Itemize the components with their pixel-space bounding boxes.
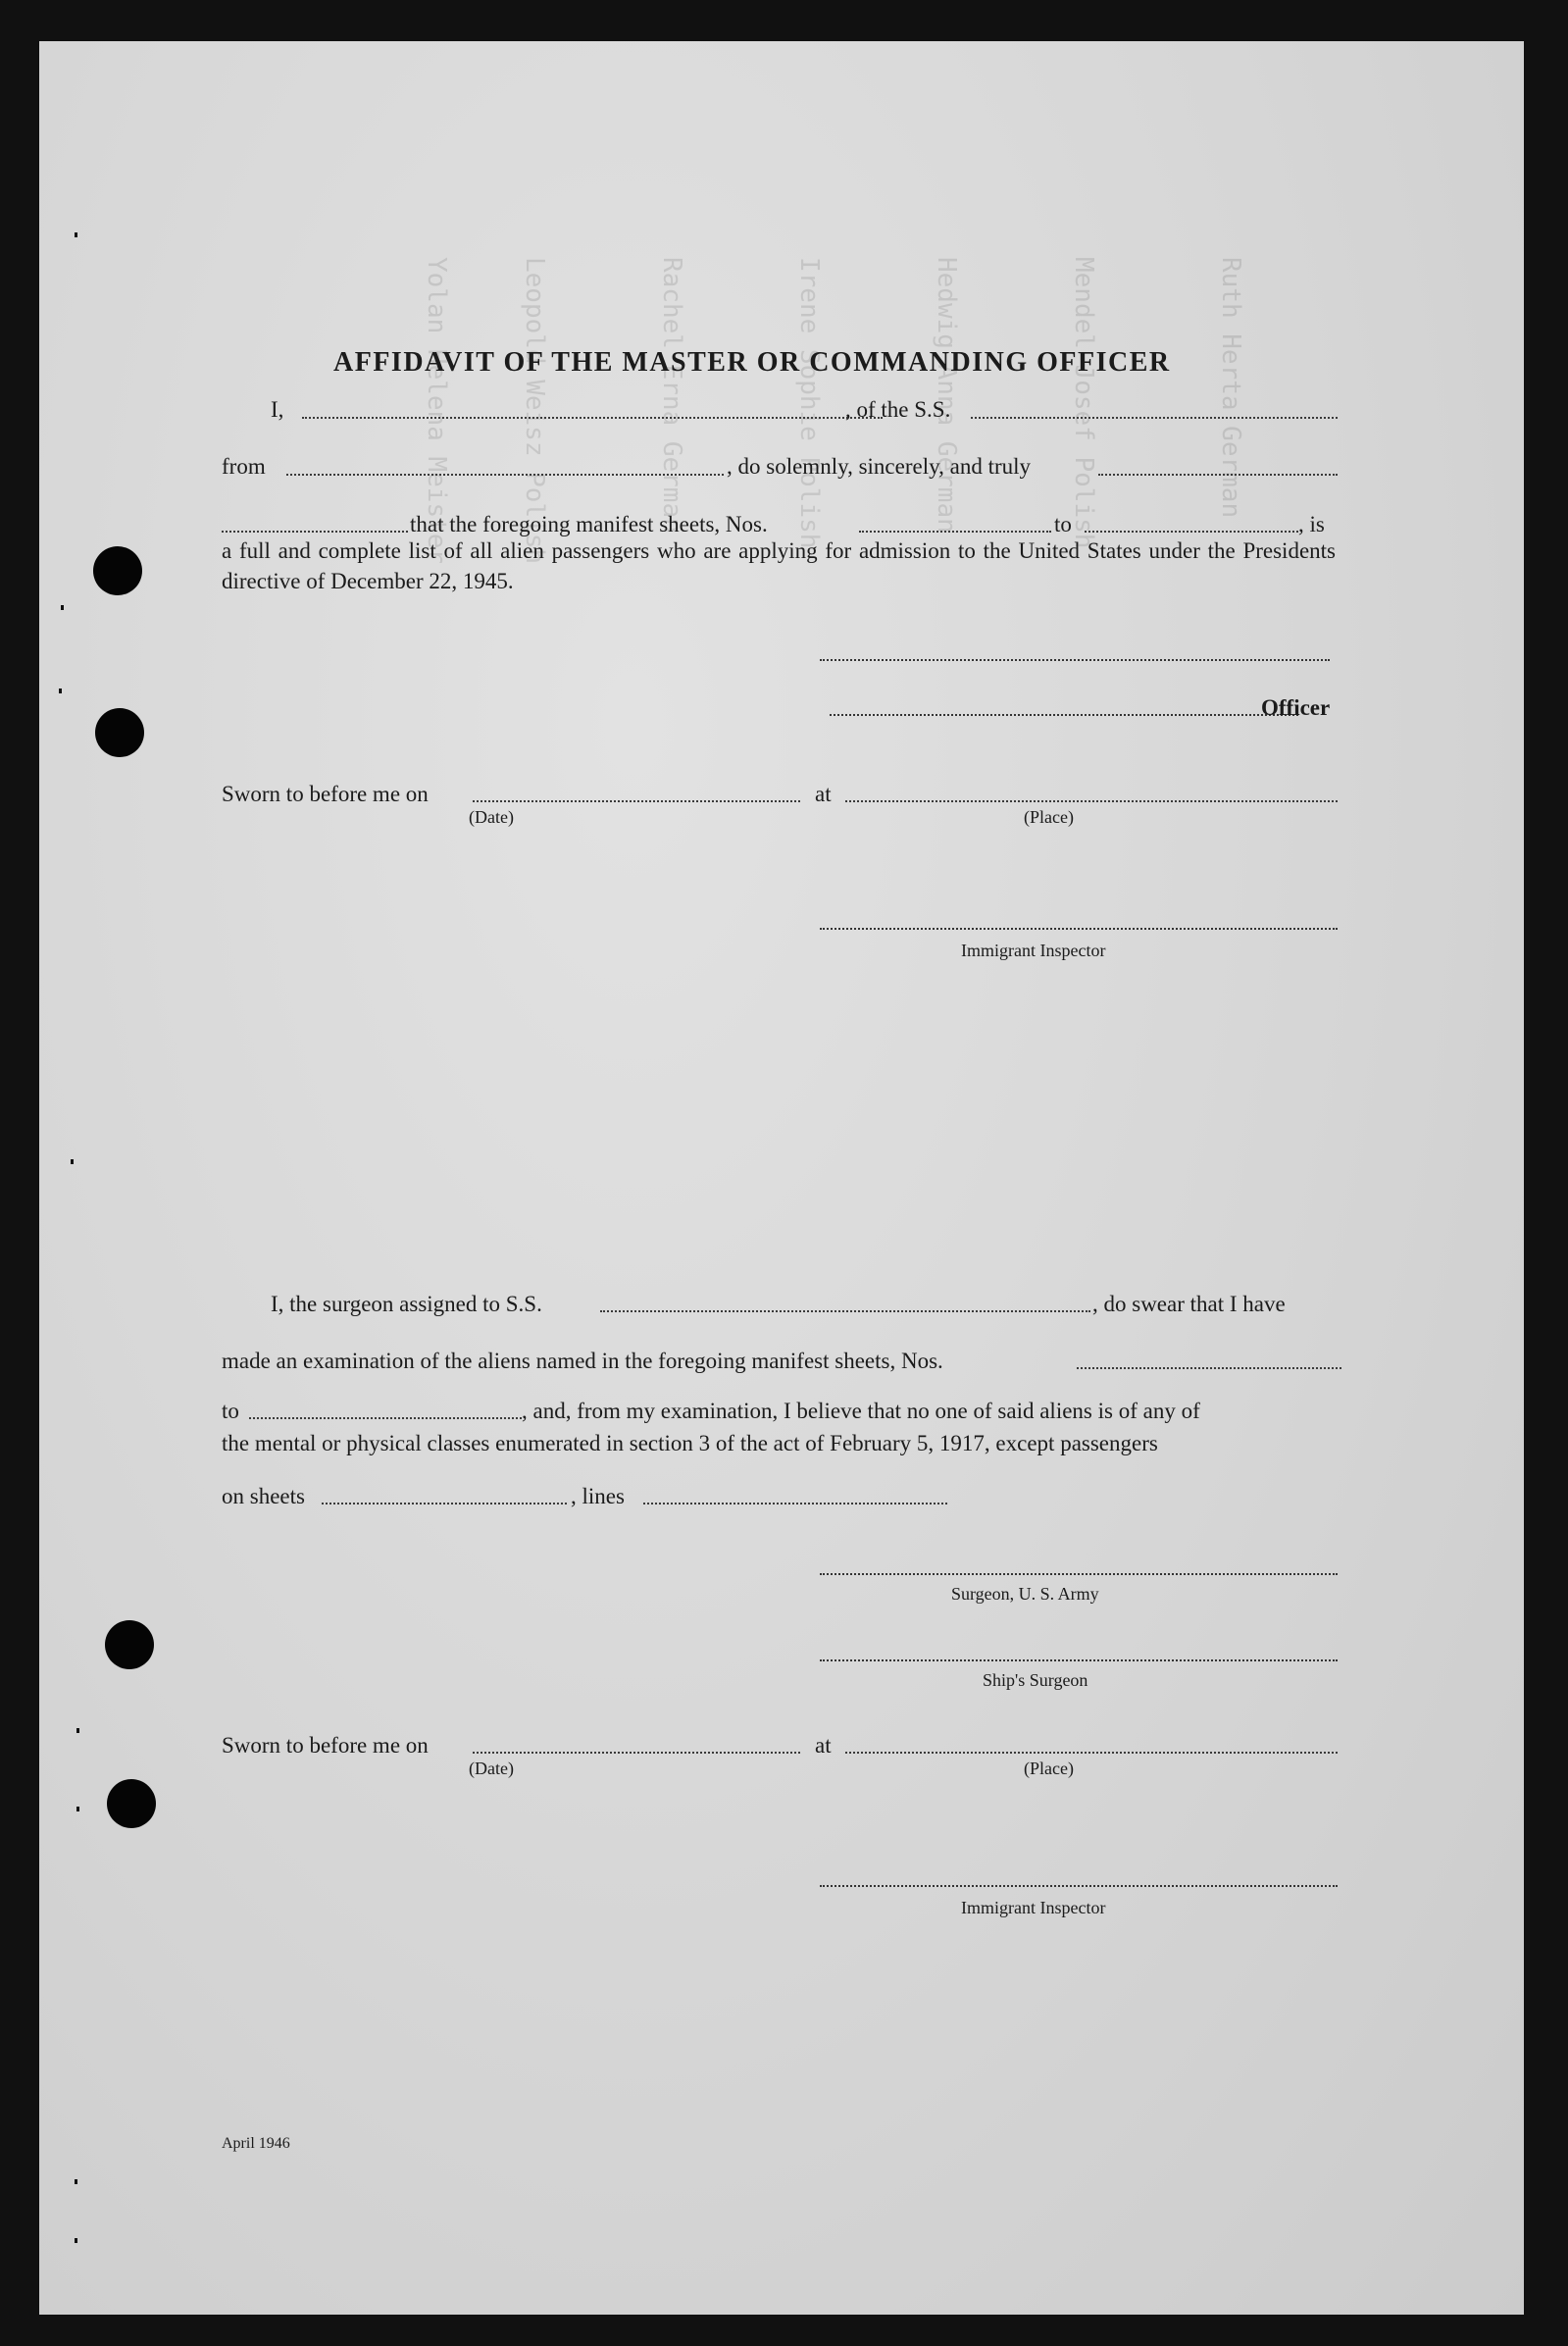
surgeon-line3-prefix: to xyxy=(222,1399,239,1423)
punch-hole xyxy=(95,708,144,757)
surgeon-sheet-from-field[interactable] xyxy=(1077,1367,1341,1369)
master-place-caption: (Place) xyxy=(1024,807,1074,827)
except-lines-field[interactable] xyxy=(643,1503,947,1504)
speck xyxy=(75,232,77,237)
document-page xyxy=(39,41,1524,2315)
master-line2-mid: , do solemnly, sincerely, and truly xyxy=(727,454,1032,479)
oath-word-field[interactable] xyxy=(1098,474,1338,476)
master-line3-mid: that the foregoing manifest sheets, Nos. xyxy=(410,512,768,536)
ship-name-field[interactable] xyxy=(971,417,1338,419)
speck xyxy=(76,1807,79,1811)
form-revision-date: April 1946 xyxy=(222,2135,290,2152)
master-line2-prefix: from xyxy=(222,454,266,479)
master-line3-end: , is xyxy=(1298,512,1325,536)
master-sworn-date-field[interactable] xyxy=(473,800,800,802)
officer-signature-line-2[interactable] xyxy=(830,714,1298,716)
surgeon-sworn-date-field[interactable] xyxy=(473,1752,800,1754)
master-statement: a full and complete list of all alien passengers who are applying for admission to the United States under the Presidents directive of December 22, 1945. xyxy=(222,538,1336,593)
surgeon-line5-mid: , lines xyxy=(571,1484,625,1508)
surgeon-line5-prefix: on sheets xyxy=(222,1484,305,1508)
army-surgeon-signature-line[interactable] xyxy=(820,1573,1338,1575)
speck xyxy=(71,1159,74,1164)
surgeon-line3-text: , and, from my examination, I believe that no one of said aliens is of any of xyxy=(522,1399,1200,1423)
surgeon-at-label: at xyxy=(815,1733,832,1758)
surgeon-sworn-label: Sworn to before me on xyxy=(222,1733,429,1758)
speck xyxy=(75,2179,77,2184)
sheet-from-field[interactable] xyxy=(859,531,1051,533)
master-sworn-label: Sworn to before me on xyxy=(222,782,429,806)
master-inspector-signature-line[interactable] xyxy=(820,928,1338,930)
ships-surgeon-label: Ship's Surgeon xyxy=(983,1670,1088,1690)
port-from-field[interactable] xyxy=(286,474,724,476)
speck xyxy=(61,605,64,610)
master-sworn-place-field[interactable] xyxy=(845,800,1338,802)
officer-signature-line-1[interactable] xyxy=(820,659,1330,661)
surgeon-place-caption: (Place) xyxy=(1024,1759,1074,1778)
speck xyxy=(76,1728,79,1733)
except-sheets-field[interactable] xyxy=(322,1503,567,1504)
bleed-through-text: Ruth Herta German xyxy=(1216,257,1245,519)
bleed-through-text: Yolan Helena Meister xyxy=(422,257,451,565)
surgeon-inspector-label: Immigrant Inspector xyxy=(961,1898,1106,1917)
master-line1-prefix: I, xyxy=(271,397,284,422)
master-name-field[interactable] xyxy=(302,417,883,419)
punch-hole xyxy=(107,1779,156,1828)
master-date-caption: (Date) xyxy=(469,807,514,827)
master-inspector-label: Immigrant Inspector xyxy=(961,941,1106,960)
bleed-through-text: Irene Sophie Polish xyxy=(794,257,824,549)
surgeon-line1-end: , do swear that I have xyxy=(1092,1292,1286,1316)
surgeon-sworn-place-field[interactable] xyxy=(845,1752,1338,1754)
sheet-to-field[interactable] xyxy=(1085,531,1298,533)
surgeon-line2: made an examination of the aliens named in the foregoing manifest sheets, Nos. xyxy=(222,1349,943,1373)
speck xyxy=(75,2238,77,2243)
bleed-through-text: Mendel Josef Polish xyxy=(1069,257,1098,549)
bleed-through-text: Hedwig Anna German xyxy=(932,257,961,534)
army-surgeon-label: Surgeon, U. S. Army xyxy=(951,1584,1099,1604)
speck xyxy=(59,688,62,693)
officer-label: Officer xyxy=(1261,695,1331,720)
master-at-label: at xyxy=(815,782,832,806)
master-line3-to: to xyxy=(1054,512,1072,536)
punch-hole xyxy=(105,1620,154,1669)
ships-surgeon-signature-line[interactable] xyxy=(820,1659,1338,1661)
surgeon-line4: the mental or physical classes enumerated in section 3 of the act of February 5, 1917, except passengers xyxy=(222,1431,1158,1455)
surgeon-date-caption: (Date) xyxy=(469,1759,514,1778)
surgeon-line1-prefix: I, the surgeon assigned to S.S. xyxy=(271,1292,542,1316)
bleed-through-text: Leopold Weisz Polish xyxy=(520,257,549,565)
oath-continue-field[interactable] xyxy=(222,531,408,533)
surgeon-sheet-to-field[interactable] xyxy=(249,1417,522,1419)
master-line1-mid: , of the S.S. xyxy=(845,397,951,422)
surgeon-ship-field[interactable] xyxy=(600,1310,1090,1312)
form-title: AFFIDAVIT OF THE MASTER OR COMMANDING OFFICER xyxy=(333,347,1171,378)
punch-hole xyxy=(93,546,142,595)
surgeon-inspector-signature-line[interactable] xyxy=(820,1885,1338,1887)
bleed-through-text: Rachel Erna German xyxy=(657,257,686,534)
